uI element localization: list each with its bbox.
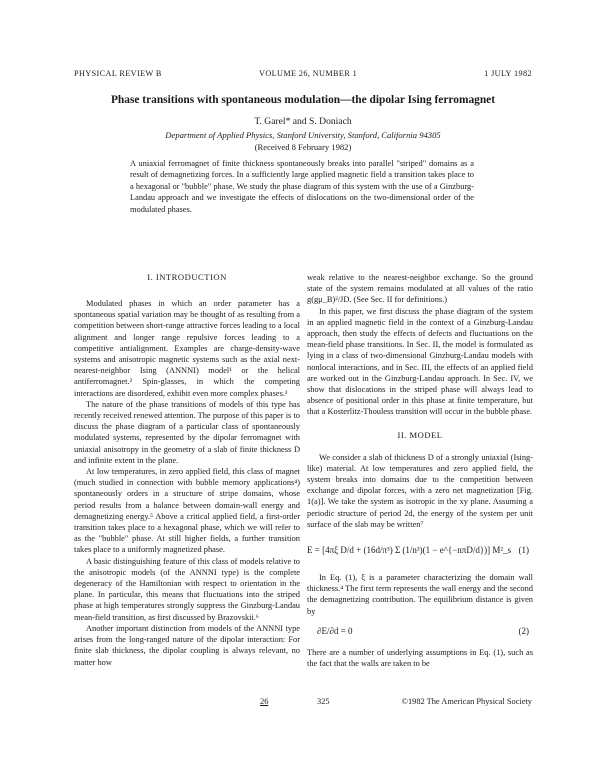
volume-number: VOLUME 26, NUMBER 1 — [259, 69, 358, 78]
paragraph: We consider a slab of thickness D of a strongly uniaxial (Ising-like) material. At low temperatures and zero applied field, the system breaks into domains due to the competition between exchange and dipolar forces, with a zero net magnetization [Fig. 1(a)]. We take the system as isotropic in the xy plane. Assuming a periodic structure of period 2d, the energy of the system per unit surface of the slab may be written⁷ — [307, 452, 533, 529]
journal-name: PHYSICAL REVIEW B — [74, 69, 162, 78]
equation-1-number: (1) — [518, 545, 529, 556]
left-column — [74, 272, 300, 668]
paragraph: weak relative to the nearest-neighbor exchange. So the ground state of the system remains modulated at all values of the ratio g(gμ_B)²/JD. (See Sec. II for definitions.) — [307, 273, 533, 305]
equation-1-body: E = [4πξ D/d + (16d/π³) Σ (1/n³)(1 − e^{−nπD/d})] M²_s — [307, 545, 512, 556]
paragraph: A basic distinguishing feature of this class of models relative to the anisotropic models (of the ANNNI type) is the complete degeneracy of the Hamiltonian with respect to orientation in the plane. In particular, this means that fluctuations into the striped phase at high temperatures strongly suppress the Ginzburg-Landau mean-field transition, as first discussed by Brazovskii.⁶ — [74, 556, 300, 622]
author-list: T. Garel* and S. Doniach — [254, 116, 352, 127]
equation-2-body: ∂E/∂d = 0 — [317, 626, 353, 637]
equation-2-number: (2) — [518, 626, 529, 637]
issue-date: 1 JULY 1982 — [484, 69, 532, 78]
page-footer — [74, 697, 532, 709]
abstract: A uniaxial ferromagnet of finite thickness spontaneously breaks into parallel "striped" domains as a result of demagnetizing forces. In a sufficiently large applied magnetic field a transition takes place to a hexagonal or "bubble" phase. We study the phase diagram of this system with the use of a Ginzburg-Landau approach and we investigate the effects of dislocations on the two-dimensional order of the modulated phases. — [130, 159, 474, 214]
section-heading-model: II. MODEL — [397, 429, 443, 440]
affiliation: Department of Applied Physics, Stanford University, Stanford, California 94305 — [165, 130, 441, 140]
copyright: ©1982 The American Physical Society — [401, 697, 532, 706]
paragraph: In Eq. (1), ξ is a parameter characterizing the domain wall thickness.⁴ The first term represents the wall energy and the second the demagnetizing contribution. The equilibrium distance is given by — [307, 573, 533, 616]
paragraph: There are a number of underlying assumptions in Eq. (1), such as the fact that the walls are taken to be — [307, 647, 533, 669]
paragraph: In this paper, we first discuss the phase diagram of the system in an applied magnetic field in the context of a Ginzburg-Landau approach, then study the effects of defects and fluctuations on the mean-field phase transitions. In Sec. II, the model is formulated as lying in a class of two-dimensional Ginzburg-Landau models with nonlocal interactions, and in Sec. III, the effects of an applied field are worked out in the Ginzburg-Landau approach. In Sec. IV, we show that dislocations in the striped phase will always lead to absence of positional order in this phase at finite temperature, but that a Kosterlitz-Thouless transition will occur in the bubble phase. — [307, 306, 533, 417]
right-column — [307, 272, 533, 669]
section-heading-introduction: I. INTRODUCTION — [147, 272, 227, 282]
page-label: 26 — [260, 697, 269, 706]
running-header — [74, 69, 532, 83]
paragraph: Modulated phases in which an order parameter has a spontaneous spatial variation may be thought of as resulting from a competition between short-range attractive forces leading to a local alignment and longer range repulsive forces leading to a competitive antialignment. Examples are charge-density-wave systems and anisotropic magnetic systems such as the axial next-nearest-neighbor Ising (ANNNI) model¹ or the helical antiferromagnet.² Spin-glasses, in which the competing interactions are disordered, exhibit even more complex phases.³ — [74, 299, 300, 398]
received-date: (Received 8 February 1982) — [254, 142, 352, 152]
paragraph: The nature of the phase transitions of models of this type has recently received renewed attention. The purpose of this paper is to discuss the phase diagram of a particular class of spontaneously modulated systems, represented by the dipolar ferromagnet with uniaxial anisotropy in the geometry of a slab of finite thickness D and infinite extent in the plane. — [74, 399, 300, 465]
page-number: 325 — [317, 697, 330, 706]
paragraph: Another important distinction from models of the ANNNI type arises from the long-ranged nature of the dipolar interaction: For finite slab thickness, the dipolar coupling is always relevant, no matter how — [74, 623, 300, 667]
paragraph: At low temperatures, in zero applied field, this class of magnet (much studied in connection with bubble memory applications⁴) spontaneously orders in a structure of stripe domains, whose period results from a balance between domain-wall energy and demagnetizing energy.⁵ Above a critical applied field, a first-order transition takes place to a hexagonal phase, which we will refer to as the "bubble" phase. At still higher fields, a further transition takes place to a uniformly magnetized phase. — [74, 467, 300, 555]
paper-title: Phase transitions with spontaneous modulation—the dipolar Ising ferromagnet — [110, 94, 496, 106]
equation-2 — [307, 623, 533, 641]
equation-1 — [307, 540, 533, 562]
